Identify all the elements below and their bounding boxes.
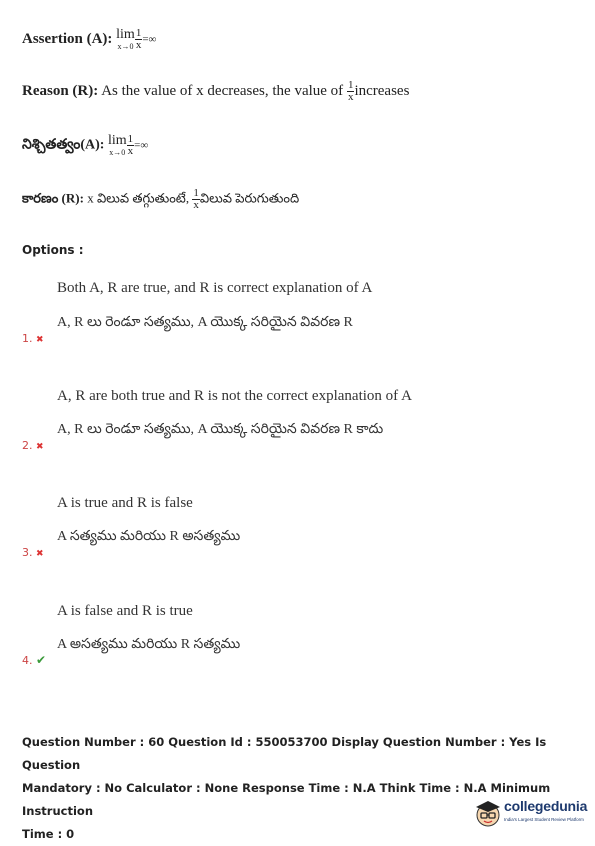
logo-name: collegedunia: [504, 798, 588, 814]
fraction: [127, 134, 135, 157]
denominator: x: [193, 199, 199, 211]
reason-line: [22, 80, 409, 103]
logo-tagline: India's Largest Student Review Platform: [504, 817, 584, 822]
denominator: x: [135, 39, 142, 51]
reason-te-label: కారణం (R):: [22, 190, 84, 206]
assertion-te-label: నిశ్చితత్వం(A):: [22, 137, 105, 153]
options-heading: Options :: [22, 243, 84, 257]
option-number: 3.: [22, 546, 33, 559]
lim-sub: x→0: [117, 42, 134, 51]
numerator: 1: [135, 27, 142, 39]
mascot-icon: [473, 798, 503, 828]
numerator: 1: [347, 79, 354, 91]
option-2-telugu: A, R లు రెండూ సత్యము, A యొక్క సరియైన వివరణ R కాదు: [57, 422, 384, 437]
option-3-marker[interactable]: [22, 546, 44, 559]
limit-expression: [116, 28, 135, 51]
assertion-label: Assertion (A):: [22, 30, 113, 47]
limit-expression: [108, 134, 127, 157]
cross-icon: ✖: [36, 442, 44, 452]
option-1-marker[interactable]: [22, 332, 44, 345]
reason-te-text-before: x విలువ తగ్గుతుంటే,: [87, 190, 190, 206]
option-1-telugu: A, R లు రెండూ సత్యము, A యొక్క సరియైన వివరణ R: [57, 315, 353, 330]
option-4-marker[interactable]: [22, 653, 46, 667]
option-number: 2.: [22, 439, 33, 452]
option-1-english: Both A, R are true, and R is correct explanation of A: [57, 280, 373, 296]
assertion-line: [22, 28, 156, 51]
reason-te-text-after: విలువ పెరుగుతుంది: [199, 190, 300, 206]
denominator: x: [127, 145, 134, 157]
collegedunia-logo: [473, 796, 591, 830]
numerator: 1: [193, 187, 199, 199]
option-3-english: A is true and R is false: [57, 495, 193, 511]
option-4-telugu: A అసత్యము మరియు R సత్యము: [57, 637, 241, 652]
question-meta-line2: Mandatory : No Calculator : None Response Time : N.A Think Time : N.A Minimum Instruction: [22, 781, 551, 818]
reason-text-before: As the value of x decreases, the value of: [101, 82, 344, 99]
option-4-english: A is false and R is true: [57, 603, 193, 619]
denominator: x: [347, 91, 354, 103]
reason-label: Reason (R):: [22, 82, 99, 99]
numerator: 1: [127, 133, 134, 145]
option-number: 4.: [22, 654, 33, 667]
option-3-telugu: A సత్యము మరియు R అసత్యము: [57, 529, 241, 544]
lim-word: lim: [107, 133, 127, 148]
cross-icon: ✖: [36, 335, 44, 345]
option-number: 1.: [22, 332, 33, 345]
cross-icon: ✖: [36, 549, 44, 559]
reason-text-after: increases: [354, 82, 410, 99]
option-2-marker[interactable]: [22, 439, 44, 452]
check-icon: ✔: [36, 653, 47, 667]
option-2-english: A, R are both true and R is not the correct explanation of A: [57, 388, 412, 404]
assertion-te-line: [22, 134, 148, 157]
reason-te-line: [22, 188, 299, 211]
fraction: [192, 188, 200, 211]
question-meta-line3: Time : 0: [22, 827, 75, 841]
equals-infinity: =∞: [142, 33, 157, 46]
equals-infinity: =∞: [134, 139, 149, 152]
question-meta-line1: Question Number : 60 Question Id : 550053700 Display Question Number : Yes Is Question: [22, 735, 547, 772]
lim-word: lim: [116, 27, 135, 42]
lim-sub: x→0: [109, 148, 126, 157]
